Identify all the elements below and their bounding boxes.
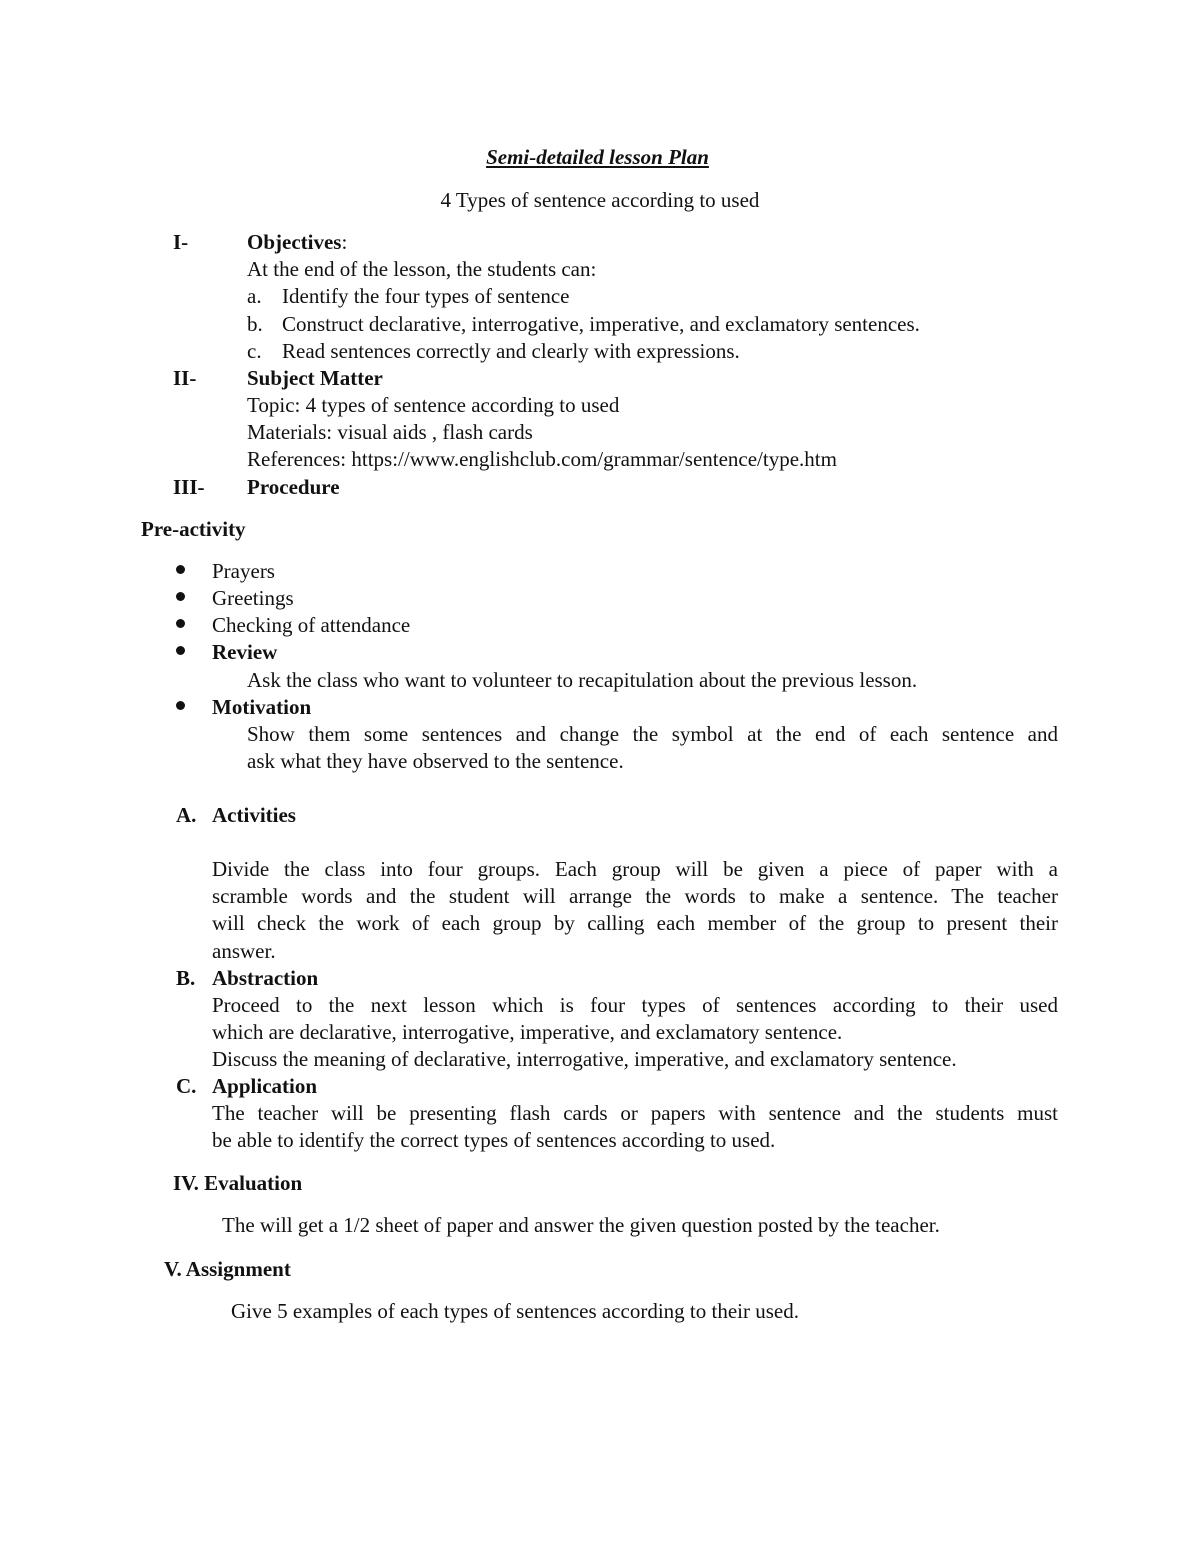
objectives-colon: : <box>341 230 348 254</box>
objective-item-b: Construct declarative, interrogative, imperative, and exclamatory sentences. <box>282 312 920 336</box>
objective-letter-c: c. <box>247 339 262 363</box>
motivation-heading: Motivation <box>212 695 312 719</box>
evaluation-heading: IV. Evaluation <box>173 1171 303 1195</box>
procedure-numeral: III- <box>173 475 205 499</box>
abstraction-line-1: Proceed to the next lesson which is four types of sentences according to their used <box>212 993 1058 1017</box>
objective-item-c: Read sentences correctly and clearly with expressions. <box>282 339 740 363</box>
motivation-line-2: ask what they have observed to the sentence. <box>247 749 624 773</box>
evaluation-text: The will get a 1/2 sheet of paper and answer the given question posted by the teacher. <box>222 1213 940 1237</box>
objectives-intro: At the end of the lesson, the students can: <box>247 257 597 281</box>
application-line-1: The teacher will be presenting flash cards or papers with sentence and the students must <box>212 1101 1058 1125</box>
bullet-icon <box>176 565 185 574</box>
subject-matter-numeral: II- <box>173 366 197 390</box>
pre-activity-heading: Pre-activity <box>141 517 246 541</box>
objective-letter-a: a. <box>247 284 262 308</box>
activities-line-4: answer. <box>212 939 276 963</box>
application-line-2: be able to identify the correct types of sentences according to used. <box>212 1128 776 1152</box>
subject-topic: Topic: 4 types of sentence according to used <box>247 393 620 417</box>
assignment-text: Give 5 examples of each types of sentences according to their used. <box>231 1299 799 1323</box>
abstraction-heading: Abstraction <box>212 966 319 990</box>
objectives-heading: Objectives <box>247 230 342 254</box>
subject-materials: Materials: visual aids , flash cards <box>247 420 533 444</box>
subject-matter-heading: Subject Matter <box>247 366 383 390</box>
procedure-heading: Procedure <box>247 475 340 499</box>
bullet-icon <box>176 701 185 710</box>
activities-heading: Activities <box>212 803 296 827</box>
activities-letter: A. <box>176 803 197 827</box>
objectives-numeral: I- <box>173 230 189 254</box>
abstraction-line-2: which are declarative, interrogative, imperative, and exclamatory sentence. <box>212 1020 843 1044</box>
abstraction-line-3: Discuss the meaning of declarative, interrogative, imperative, and exclamatory sentence. <box>212 1047 957 1071</box>
bullet-attendance: Checking of attendance <box>212 613 411 637</box>
bullet-icon <box>176 619 185 628</box>
document-subtitle: 4 Types of sentence according to used <box>440 188 760 212</box>
activities-line-3: will check the work of each group by calling each member of the group to present their <box>212 911 1058 935</box>
application-heading: Application <box>212 1074 318 1098</box>
assignment-heading: V. Assignment <box>164 1257 291 1281</box>
motivation-line-1: Show them some sentences and change the symbol at the end of each sentence and <box>247 722 1058 746</box>
application-letter: C. <box>176 1074 197 1098</box>
subject-references: References: https://www.englishclub.com/grammar/sentence/type.htm <box>247 447 837 471</box>
document-title: Semi-detailed lesson Plan <box>486 145 709 169</box>
review-text: Ask the class who want to volunteer to recapitulation about the previous lesson. <box>247 668 918 692</box>
abstraction-letter: B. <box>176 966 196 990</box>
bullet-icon <box>176 592 185 601</box>
activities-line-2: scramble words and the student will arrange the words to make a sentence. The teacher <box>212 884 1058 908</box>
objective-item-a: Identify the four types of sentence <box>282 284 570 308</box>
bullet-greetings: Greetings <box>212 586 294 610</box>
bullet-icon <box>176 646 185 655</box>
objectives-heading-line <box>247 229 347 255</box>
review-heading: Review <box>212 640 278 664</box>
bullet-prayers: Prayers <box>212 559 275 583</box>
activities-line-1: Divide the class into four groups. Each group will be given a piece of paper with a <box>212 857 1058 881</box>
objective-letter-b: b. <box>247 312 263 336</box>
